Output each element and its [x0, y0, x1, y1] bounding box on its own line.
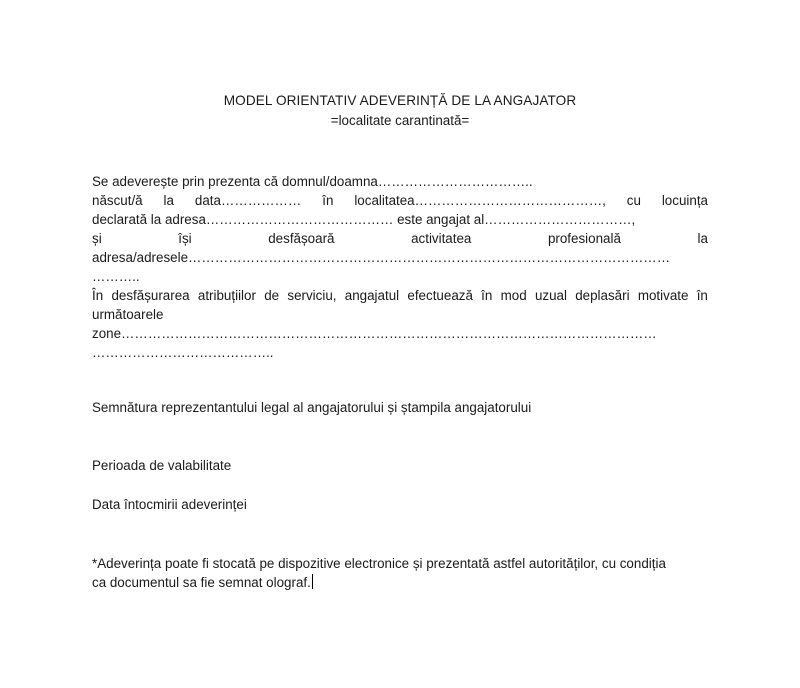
- word: În: [92, 288, 104, 303]
- word: în: [481, 288, 493, 303]
- word: desfășurarea: [111, 288, 190, 303]
- word: mod: [500, 288, 527, 303]
- document-subtitle: =localitate carantinată=: [330, 113, 470, 128]
- body-line-4: [92, 229, 708, 248]
- issue-date-label: Data întocmirii adeverinței: [92, 497, 247, 512]
- word: profesională: [547, 231, 621, 246]
- certificate-body: [92, 172, 708, 362]
- word: localitatea……………………………………,: [354, 193, 606, 208]
- body-line-7: [92, 286, 708, 305]
- body-line-9: zone…………………………………………………………………………………………………………: [92, 326, 657, 341]
- body-line-6: ………..: [92, 269, 140, 284]
- word: desfășoară: [268, 231, 335, 246]
- body-line-5: adresa/adresele………………………………………………………………………………………………: [92, 250, 671, 265]
- body-line-8: următoarele: [92, 307, 164, 322]
- word: atribuțiilor: [197, 288, 256, 303]
- word: data………………: [194, 193, 302, 208]
- word: uzual: [534, 288, 567, 303]
- word: își: [178, 231, 192, 246]
- word: la: [163, 193, 174, 208]
- body-line-1: Se adeverește prin prezenta că domnul/doamna……………………………..: [92, 174, 533, 189]
- validity-period-label: Perioada de valabilitate: [92, 458, 232, 473]
- word: deplasări: [575, 288, 630, 303]
- document-title: MODEL ORIENTATIV ADEVERINȚĂ DE LA ANGAJATOR: [223, 93, 577, 108]
- word: de: [264, 288, 280, 303]
- word: născut/ă: [92, 193, 143, 208]
- word: și: [92, 231, 102, 246]
- body-line-3: declarată la adresa…………………………………… este angajat al……………………………,: [92, 212, 636, 227]
- word: cu: [626, 193, 641, 208]
- word: activitatea: [411, 231, 472, 246]
- body-line-2: [92, 191, 708, 210]
- word: serviciu,: [287, 288, 337, 303]
- word: locuința: [661, 193, 708, 208]
- word: la: [697, 231, 708, 246]
- word: în: [322, 193, 334, 208]
- word: efectuează: [407, 288, 473, 303]
- footnote: [92, 554, 712, 592]
- word: motivate: [637, 288, 689, 303]
- word: angajatul: [344, 288, 400, 303]
- body-line-10: …………………………………..: [92, 345, 274, 360]
- signature-line: Semnătura reprezentantului legal al angajatorului și ștampila angajatorului: [92, 400, 532, 415]
- text-cursor-icon: [312, 574, 313, 589]
- word: în: [696, 288, 708, 303]
- footnote-line-2-text: ca documentul sa fie semnat olograf.: [92, 575, 311, 590]
- footnote-line-1: *Adeverința poate fi stocată pe dispozitive electronice și prezentată astfel autorităților, cu condiția: [92, 556, 666, 571]
- footnote-line-2: [92, 573, 712, 592]
